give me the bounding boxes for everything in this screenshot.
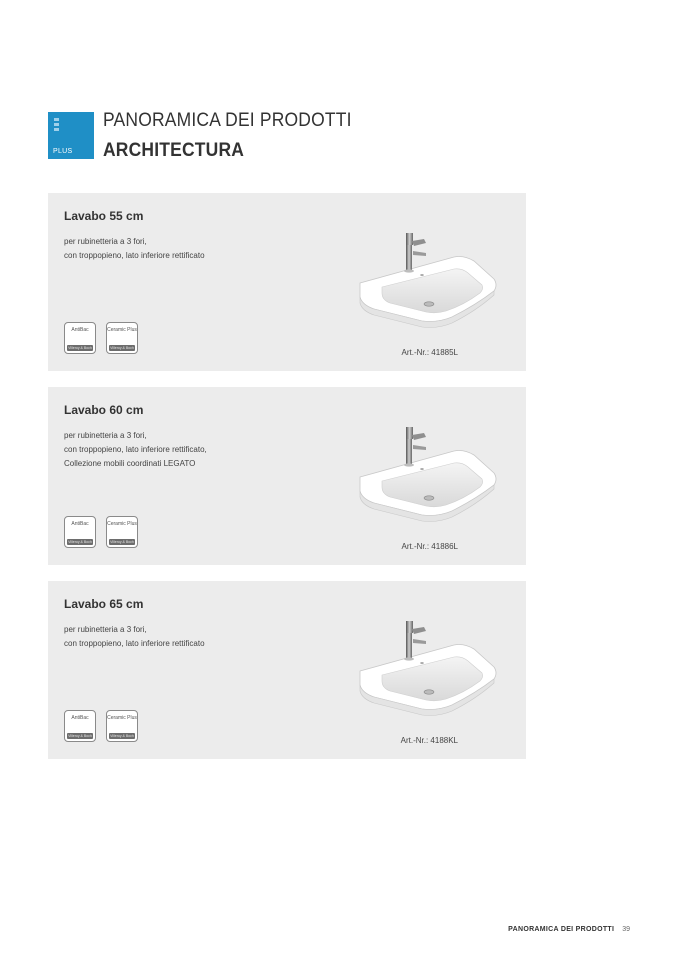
badge-brand: Villeroy & Boch xyxy=(110,734,134,738)
badge-brand: Villeroy & Boch xyxy=(68,346,92,350)
product-description xyxy=(64,235,205,263)
antibac-badge-icon xyxy=(64,710,96,742)
page-subtitle: ARCHITECTURA xyxy=(103,140,245,161)
badge-label: Ceramic Plus xyxy=(107,521,137,527)
badge-brand: Villeroy & Boch xyxy=(68,734,92,738)
washbasin-image xyxy=(356,425,501,525)
product-card xyxy=(48,387,526,565)
ceramicplus-badge-icon xyxy=(106,710,138,742)
washbasin-image xyxy=(356,231,501,331)
antibac-badge-icon xyxy=(64,322,96,354)
badge-brand: Villeroy & Boch xyxy=(68,540,92,544)
description-line: con troppopieno, lato inferiore rettificato, xyxy=(64,445,207,454)
page-title: PANORAMICA DEI PRODOTTI xyxy=(103,110,352,131)
logo-squares-icon xyxy=(54,118,60,133)
description-line: per rubinetteria a 3 fori, xyxy=(64,431,147,440)
badge-brand: Villeroy & Boch xyxy=(110,540,134,544)
description-line: con troppopieno, lato inferiore rettificato xyxy=(64,251,205,260)
article-number: Art.-Nr.: 41886L xyxy=(401,542,458,551)
badge-label: AntiBac xyxy=(71,521,89,527)
product-description xyxy=(64,429,207,471)
description-line: Collezione mobili coordinati LEGATO xyxy=(64,459,196,468)
footer-title: PANORAMICA DEI PRODOTTI xyxy=(508,926,615,933)
article-number: Art.-Nr.: 4188KL xyxy=(400,736,458,745)
logo-text: PLUS xyxy=(53,148,73,155)
badge-label: Ceramic Plus xyxy=(107,715,137,721)
product-name: Lavabo 65 cm xyxy=(64,597,144,611)
ceramicplus-badge-icon xyxy=(106,322,138,354)
ceramicplus-badge-icon xyxy=(106,516,138,548)
badge-label: Ceramic Plus xyxy=(107,327,137,333)
description-line: per rubinetteria a 3 fori, xyxy=(64,237,147,246)
description-line: per rubinetteria a 3 fori, xyxy=(64,625,147,634)
badge-label: AntiBac xyxy=(71,327,89,333)
product-name: Lavabo 55 cm xyxy=(64,209,144,223)
product-name: Lavabo 60 cm xyxy=(64,403,144,417)
washbasin-image xyxy=(356,619,501,719)
antibac-badge-icon xyxy=(64,516,96,548)
page-number: 39 xyxy=(622,926,630,933)
product-card xyxy=(48,581,526,759)
description-line: con troppopieno, lato inferiore rettificato xyxy=(64,639,205,648)
article-number: Art.-Nr.: 41885L xyxy=(401,348,458,357)
product-description xyxy=(64,623,205,651)
page-footer xyxy=(508,926,630,933)
badge-brand: Villeroy & Boch xyxy=(110,346,134,350)
badge-label: AntiBac xyxy=(71,715,89,721)
product-card xyxy=(48,193,526,371)
brand-logo xyxy=(48,112,94,159)
